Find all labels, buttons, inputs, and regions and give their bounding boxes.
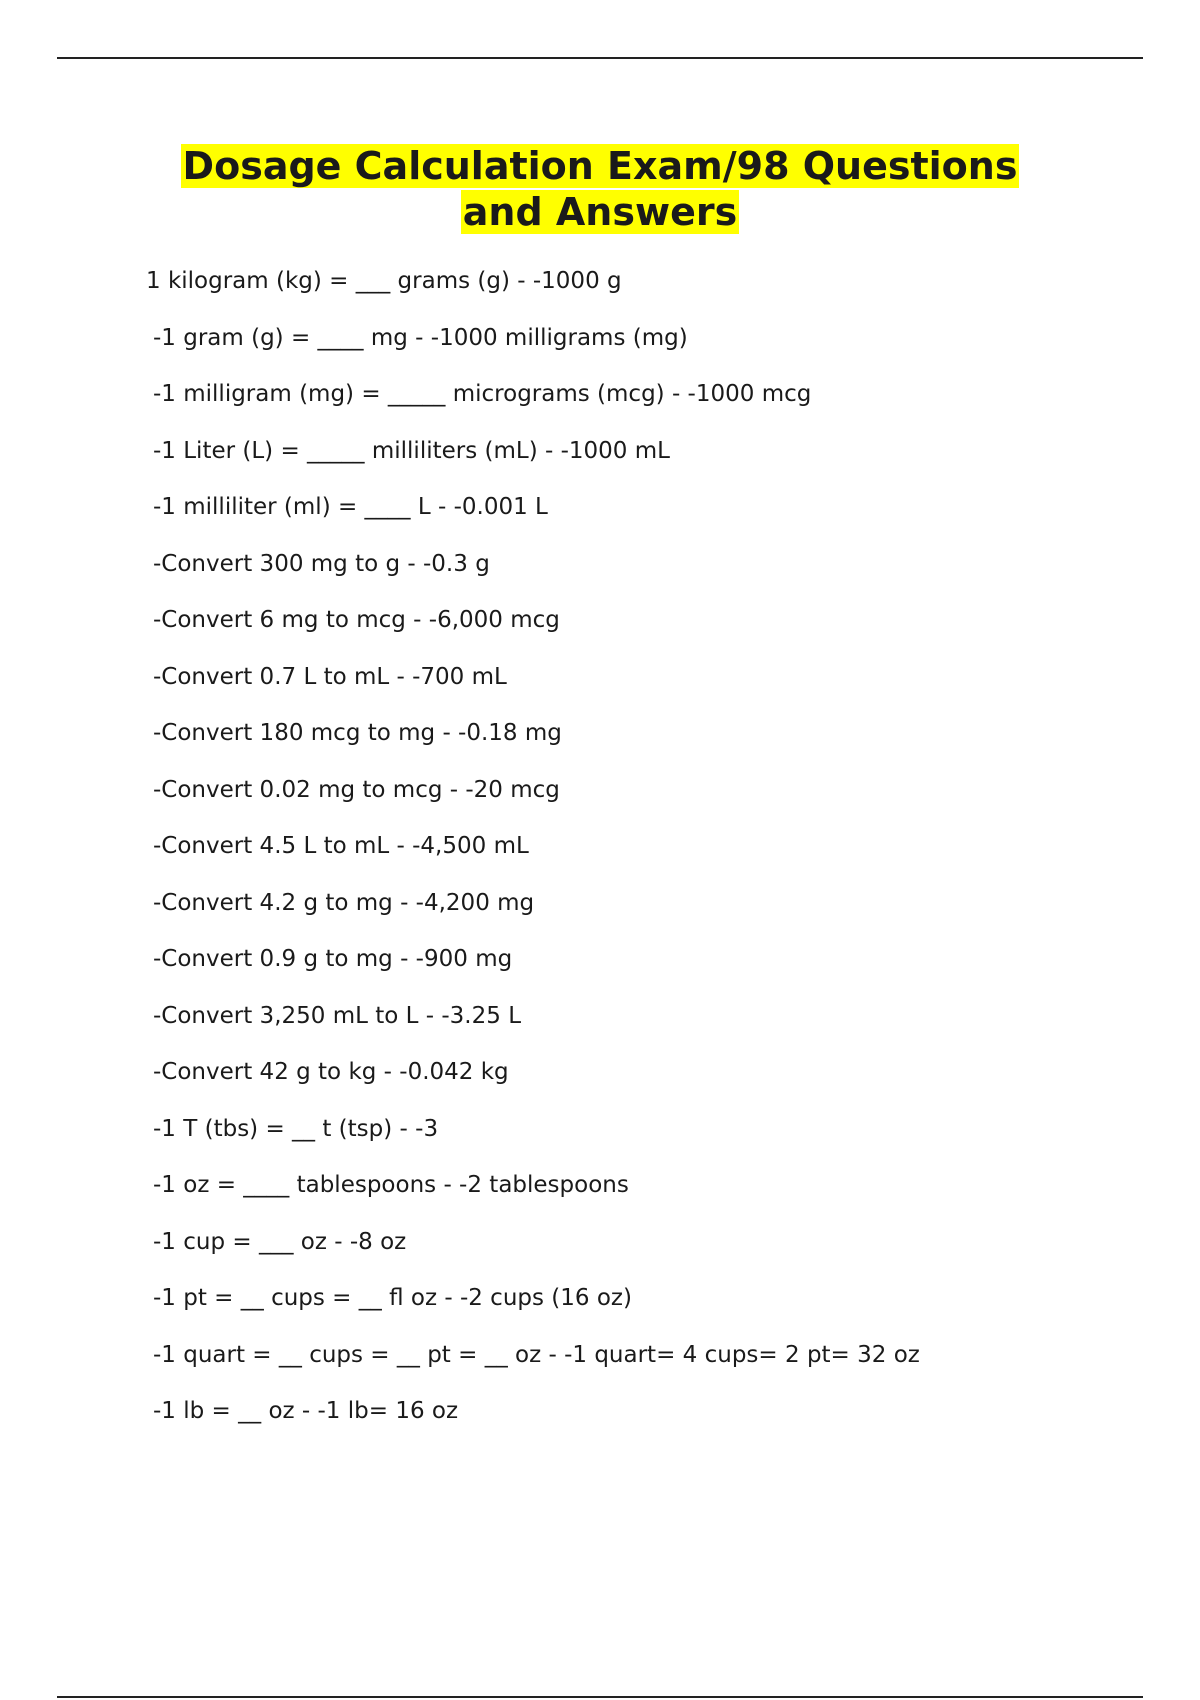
header-rule	[57, 57, 1143, 59]
qa-item: -Convert 3,250 mL to L - -3.25 L	[153, 1002, 522, 1029]
qa-item: -Convert 6 mg to mcg - -6,000 mcg	[153, 607, 560, 633]
qa-item: -1 Liter (L) = _____ milliliters (mL) - -1000 mL	[153, 437, 670, 464]
qa-item: -1 pt = __ cups = __ fl oz - -2 cups (16 oz)	[153, 1285, 632, 1311]
qa-item: -Convert 300 mg to g - -0.3 g	[153, 550, 490, 577]
qa-item: 1 kilogram (kg) = ___ grams (g) - -1000 g	[146, 268, 622, 294]
qa-item: -1 milliliter (ml) = ____ L - -0.001 L	[153, 494, 548, 520]
title-line-2: and Answers	[462, 190, 738, 234]
qa-item: -Convert 0.02 mg to mcg - -20 mcg	[153, 776, 560, 803]
qa-item: -Convert 4.5 L to mL - -4,500 mL	[153, 833, 529, 859]
qa-item: -Convert 42 g to kg - -0.042 kg	[153, 1059, 509, 1085]
qa-item: -1 gram (g) = ____ mg - -1000 milligrams (mg)	[153, 324, 688, 351]
qa-item: -1 T (tbs) = __ t (tsp) - -3	[153, 1115, 439, 1142]
qa-item: -1 quart = __ cups = __ pt = __ oz - -1 quart= 4 cups= 2 pt= 32 oz	[153, 1341, 920, 1368]
qa-item: -Convert 0.7 L to mL - -700 mL	[153, 663, 507, 690]
qa-item: -1 cup = ___ oz - -8 oz	[153, 1228, 407, 1255]
question-answer-list	[0, 264, 1200, 1451]
qa-item: -Convert 0.9 g to mg - -900 mg	[153, 946, 513, 972]
qa-item: -Convert 180 mcg to mg - -0.18 mg	[153, 720, 562, 746]
qa-item: -1 lb = __ oz - -1 lb= 16 oz	[153, 1398, 459, 1424]
footer-rule	[57, 1696, 1143, 1698]
qa-item: -1 milligram (mg) = _____ micrograms (mcg) - -1000 mcg	[153, 381, 812, 407]
qa-item: -1 oz = ____ tablespoons - -2 tablespoons	[153, 1172, 629, 1198]
qa-item: -Convert 4.2 g to mg - -4,200 mg	[153, 889, 535, 916]
title-line-1: Dosage Calculation Exam/98 Questions	[182, 144, 1018, 188]
document-title	[150, 143, 1050, 235]
